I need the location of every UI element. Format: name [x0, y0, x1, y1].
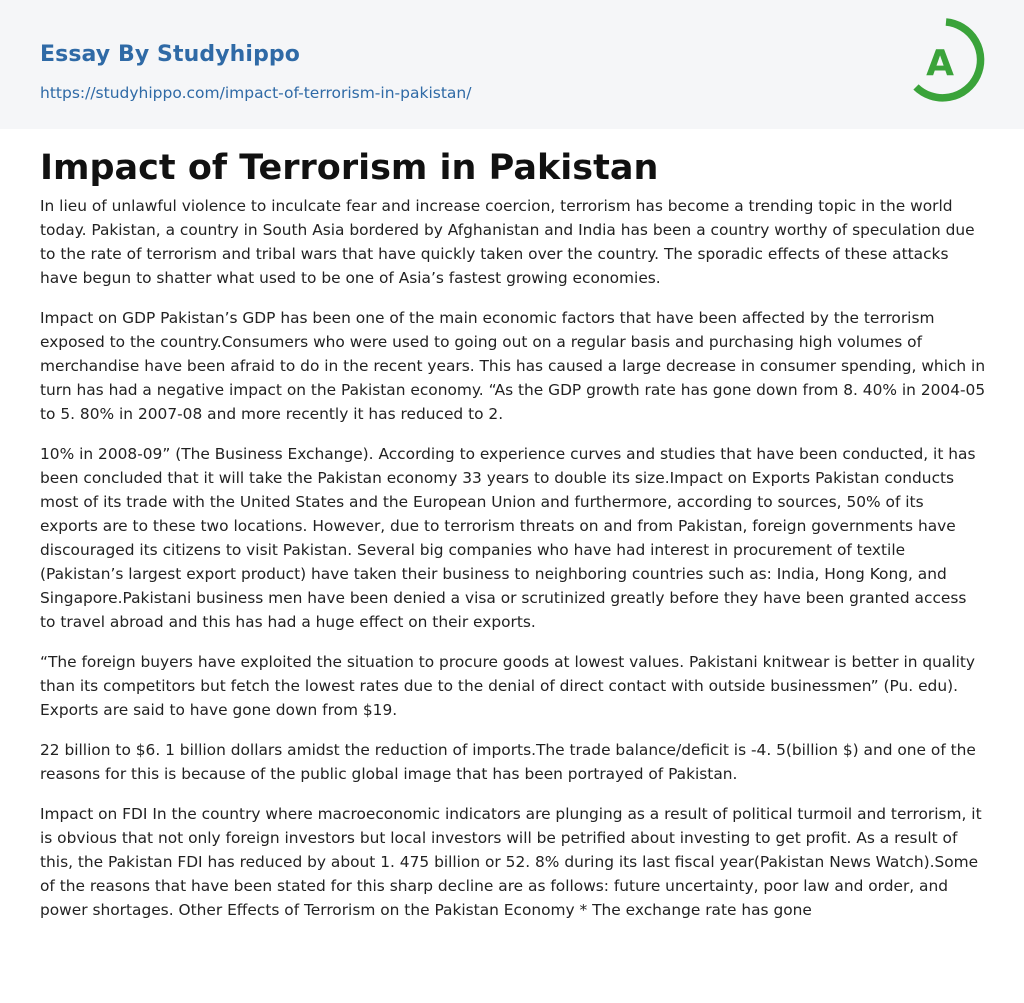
article-paragraph: 22 billion to $6. 1 billion dollars amidst the reduction of imports.The trade balance/deficit is -4. 5(billion $) and one of the reasons for this is because of the public global image that has been portrayed of Pakistan. [40, 741, 976, 783]
article-body [40, 194, 986, 938]
site-header [0, 0, 1024, 129]
site-brand[interactable]: Essay By Studyhippo [40, 42, 300, 67]
article-title: Impact of Terrorism in Pakistan [40, 148, 659, 188]
studyhippo-logo-icon[interactable] [904, 18, 988, 106]
article-paragraph: “The foreign buyers have exploited the situation to procure goods at lowest values. Pakistani knitwear is better in quality than its competitors but fetch the lowest rates due to the denial of direct contact with outside businessmen” (Pu. edu). Exports are said to have gone down from $19. [40, 653, 976, 719]
article-paragraph: In lieu of unlawful violence to inculcate fear and increase coercion, terrorism has become a trending topic in the world today. Pakistan, a country in South Asia bordered by Afghanistan and India has been a country worthy of speculation due to the rate of terrorism and tribal wars that have quickly taken over the country. The sporadic effects of these attacks have begun to shatter what used to be one of Asia’s fastest growing economies. [40, 197, 975, 287]
article-paragraph: Impact on GDP Pakistan’s GDP has been one of the main economic factors that have been affected by the terrorism exposed to the country.Consumers who were used to going out on a regular basis and purchasing high volumes of merchandise have been afraid to do in the recent years. This has caused a large decrease in consumer spending, which in turn has had a negative impact on the Pakistan economy. “As the GDP growth rate has gone down from 8. 40% in 2004-05 to 5. 80% in 2007-08 and more recently it has reduced to 2. [40, 309, 986, 423]
article-paragraph: 10% in 2008-09” (The Business Exchange). According to experience curves and studies that have been conducted, it has been concluded that it will take the Pakistan economy 33 years to double its size.Impact on Exports Pakistan conducts most of its trade with the United States and the European Union and furthermore, according to sources, 50% of its exports are to these two locations. However, due to terrorism threats on and from Pakistan, foreign governments have discouraged its citizens to visit Pakistan. Several big companies who have had interest in procurement of textile (Pakistan’s largest export product) have taken their business to neighboring countries such as: India, Hong Kong, and Singapore.Pakistani business men have been denied a visa or scrutinized greatly before they have been granted access to travel abroad and this has had a huge effect on their exports. [40, 445, 976, 631]
logo-letter: A [926, 43, 954, 84]
article-url-link[interactable]: https://studyhippo.com/impact-of-terrorism-in-pakistan/ [40, 84, 472, 102]
article-paragraph: Impact on FDI In the country where macroeconomic indicators are plunging as a result of political turmoil and terrorism, it is obvious that not only foreign investors but local investors will be petrified about investing to get profit. As a result of this, the Pakistan FDI has reduced by about 1. 475 billion or 52. 8% during its last fiscal year(Pakistan News Watch).Some of the reasons that have been stated for this sharp decline are as follows: future uncertainty, poor law and order, and power shortages. Other Effects of Terrorism on the Pakistan Economy * The exchange rate has gone [40, 805, 982, 919]
